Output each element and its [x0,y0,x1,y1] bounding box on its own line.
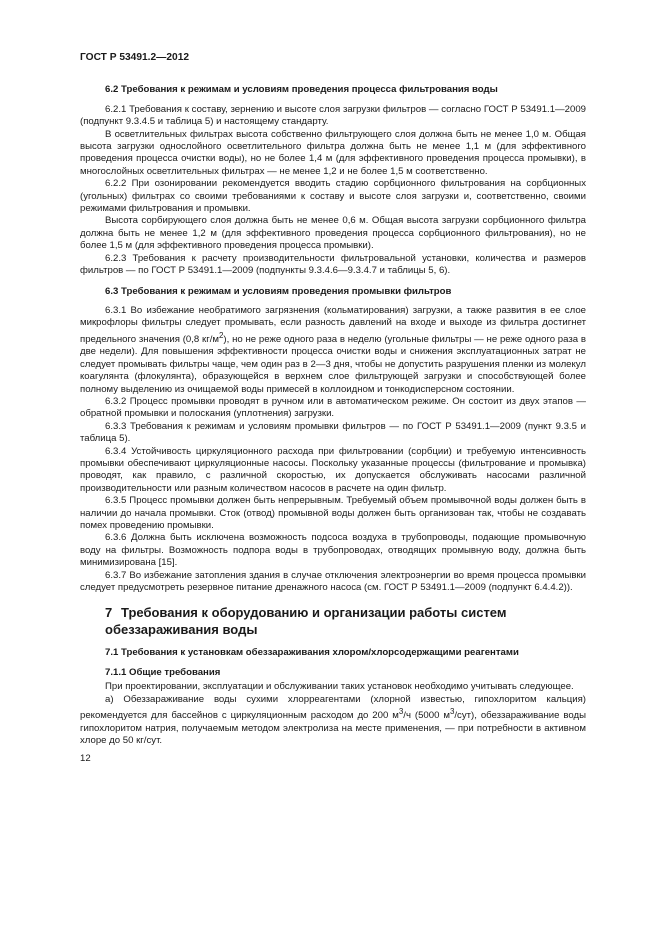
section-6-2-title: 6.2 Требования к режимам и условиям проведения процесса фильтрования воды [105,84,498,96]
paragraph-7-1-1-intro: При проектировании, эксплуатации и обслуживании таких установок необходимо учитывать следующее. [105,681,574,693]
paragraph-6-3-7: 6.3.7 Во избежание затопления здания в случае отключения электроэнергии во время процесса промывки следует предусмотреть резервное питание дренажного насоса (см. ГОСТ Р 53491.1—2009 (подпункт 6.4.4.2)). [80,569,586,594]
page-number: 12 [80,753,91,765]
paragraph-6-3-1-text-b: ), но не реже одного раза в неделю (угольные фильтры — не реже одного раза в две недели). Для повышения эффективности процесса очистки воды и снижения эксплуатационных затрат не следует промывать фильтры чаще, чем один раз в 2—3 дня, чтобы не допустить разрушения пленки из молекул коагулянта (флокулянта), образующейся в верхнем слое фильтрующей загрузки и способствующей более полному выделению из очищаемой воды примесей в коллоидном и тонкодисперсном состоянии. [80,333,586,395]
section-7-title-line1: Требования к оборудованию и организации работы систем [121,605,507,621]
document-page [80,52,586,766]
paragraph-6-3-6: 6.3.6 Должна быть исключена возможность подсоса воздуха в трубопроводы, подающие промывочную воду на фильтры. Возможность подпора воды в трубопроводах, отводящих промывную воду, должна быть минимизирована [15]. [80,532,586,569]
paragraph-6-3-1 [80,305,586,396]
paragraph-6-2-1: 6.2.1 Требования к составу, зернению и высоте слоя загрузки фильтров — согласно ГОСТ Р 53491.1—2009 (подпункт 9.3.4.5 и таблица 5) и настоящему стандарту. [80,103,586,128]
paragraph-7-1-1-a-text-3: /сут), обеззараживание воды гипохлоритом натрия, получаемым методом электролиза на месте применения, — при потребности в активном хлоре до 50 кг/сут. [80,710,586,747]
paragraph-6-3-4: 6.3.4 Устойчивость циркуляционного расхода при фильтровании (сорбции) и требуемую интенсивность промывки обеспечивают циркуляционные насосы. Поскольку указанные процессы (фильтрование и промывка) проводят, как правило, с различной скоростью, их допускается обслуживать насосами различной производительности или разным количеством насосов в расчете на один фильтр. [80,445,586,494]
document-header: ГОСТ Р 53491.2—2012 [80,52,190,63]
section-7-title-line2: обеззараживания воды [105,621,258,637]
paragraph-7-1-1-a [80,694,586,748]
section-7-1-title: 7.1 Требования к установкам обеззараживания хлором/хлорсодержащими реагентами [105,647,519,659]
paragraph-6-3-3: 6.3.3 Требования к режимам и условиям промывки фильтров — по ГОСТ Р 53491.1—2009 (пункт 9.3.5 и таблица 5). [80,420,586,445]
superscript-3b: 3 [449,707,455,717]
superscript-2: 2 [218,330,224,340]
paragraph-6-3-5: 6.3.5 Процесс промывки должен быть непрерывным. Требуемый объем промывочной воды должен быть в наличии до начала промывки. Сток (отвод) промывной воды должен быть организован так, чтобы не создавать помех проведению промывки. [80,495,586,531]
paragraph-6-2-2: 6.2.2 При озонировании рекомендуется вводить стадию сорбционного фильтрования на сорбционных (угольных) фильтрах со своими требованиями к составу и высоте слоя загрузки и, соответственно, своими режимами фильтрования и промывки. [80,178,586,215]
paragraph-7-1-1-a-text-1: а) Обеззараживание воды сухими хлорреагентами (хлорной известью, гипохлоритом кальция) рекомендуется для бассейнов с циркуляционным расходом до 200 м [80,693,586,722]
paragraph-6-2-2-cont: Высота сорбирующего слоя должна быть не менее 0,6 м. Общая высота загрузки сорбционного фильтра должна быть не менее 1,2 м (для эффективного проведения процесса сорбционного фильтрования), но не более 1,5 м (для эффективного проведения процесса промывки). [80,215,586,252]
section-7-title [105,605,586,638]
section-7-number: 7 [105,605,113,621]
section-7-1-1-title: 7.1.1 Общие требования [105,666,221,678]
paragraph-7-1-1-a-text-2: /ч (5000 м [403,710,450,722]
superscript-3: 3 [398,707,404,717]
paragraph-6-3-2: 6.3.2 Процесс промывки проводят в ручном или в автоматическом режиме. Он состоит из двух этапов — обратной промывки и полоскания (уплотнения) загрузки. [80,395,586,420]
paragraph-6-2-1-cont: В осветлительных фильтрах высота собственно фильтрующего слоя должна быть не менее 1,0 м. Общая высота загрузки однослойного осветлительного фильтра должна быть не менее 1,1 м (для эффективного проведения процесса очистки воды), но не более 1,4 м (для эффективного проведения процесса промывки), в многослойных осветлительных фильтрах — не менее 1,2 и не более 1,5 м соответственно. [80,128,586,177]
section-6-3-title: 6.3 Требования к режимам и условиям проведения промывки фильтров [105,285,452,297]
paragraph-6-2-3: 6.2.3 Требования к расчету производительности фильтровальной установки, количества и размеров фильтров — по ГОСТ Р 53491.1—2009 (подпункты 9.3.4.6—9.3.4.7 и таблицы 5, 6). [80,252,586,277]
paragraph-6-3-1-text-a: 6.3.1 Во избежание необратимого загрязнения (кольматирования) загрузки, а также развития в ее слое микрофлоры фильтры следует промывать, если разность давлений на входе и выходе из фильтра достигнет предельного значения (0,8 кг/м [80,304,586,345]
